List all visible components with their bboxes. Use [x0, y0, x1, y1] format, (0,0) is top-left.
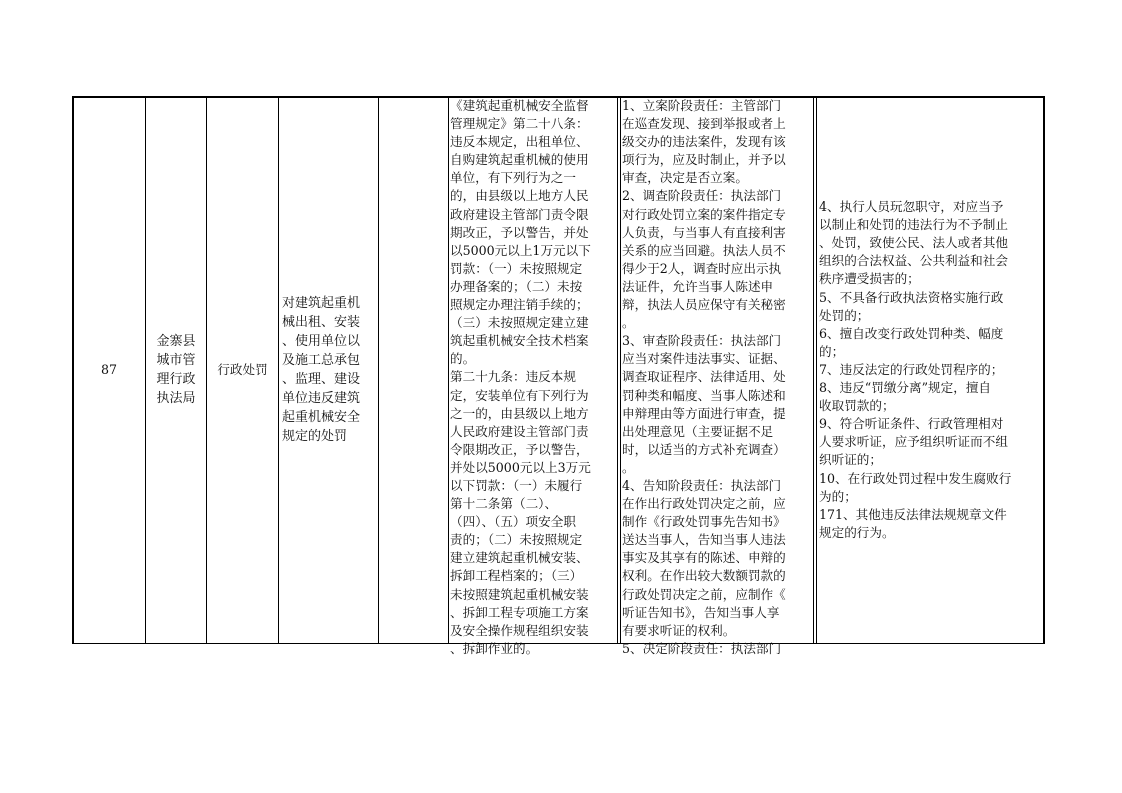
sub-item-cell — [379, 97, 448, 643]
power-category: 行政处罚 — [217, 362, 268, 377]
power-list-table — [72, 96, 1045, 656]
power-item-name: 对建筑起重机 械出租、安装 、使用单位以 及施工总承包 、监理、建设 单位违反建筑 起重机械安全 规定的处罚 — [282, 296, 361, 444]
table-border-right — [1043, 96, 1045, 644]
item-name-cell — [279, 97, 378, 643]
row-number: 87 — [100, 362, 118, 377]
column-divider — [813, 96, 814, 644]
responsibility-cell — [621, 97, 813, 656]
department-cell — [146, 97, 206, 643]
category-cell — [207, 97, 278, 643]
legal-basis-cell — [449, 97, 617, 656]
row-number-cell — [73, 97, 145, 643]
accountability-cell — [817, 97, 1043, 643]
legal-basis-text: 《建筑起重机械安全监督 管理规定》第二十八条： 违反本规定，出租单位、 自购建筑起重机械的使用 单位，有下列行为之一 的，由县级以上地方人民 政府建设主管部门责令限 期改正，予以警告，并处 以5000元以上1万元以下 罚款：（一）未按照规定 办理备案的；（二）未按 照规定办理注销手续的； （三）未按照规定建立建 筑起重机械安全技术档案 的。 第二十九条：违反本规 定，安装单位有下列行为 之一的，由县级以上地方 人民政府建设主管部门责 令限期改正，予以警告， 并处以5000元以上3万元 以下罚款：（一）未履行 第十二条第（二）、 （四）、（五）项安全职 责的；（二）未按照规定 建立建筑起重机械安装、 拆卸工程档案的；（三） 未按照建筑起重机械安装 、拆卸工程专项施工方案 及安全操作规程组织安装 、拆卸作业的。 — [450, 98, 591, 656]
column-divider — [617, 96, 618, 644]
accountability-text: 4、执行人员玩忽职守，对应当予 以制止和处罚的违法行为不予制止 、处罚，致使公民、法人或者其他 组织的合法权益、公共利益和社会 秩序遭受损害的； 5、不具备行政执法资格实施行政 处罚的； 6、擅自改变行政处罚种类、幅度 的； 7、违反法定的行政处罚程序的； 8、违反“罚缴分离”规定，擅自 收取罚款的； 9、符合听证条件、行政管理相对 人要求听证，应予组织听证而不组 织听证的； 10、在行政处罚过程中发生腐败行 为的； 171、其他违反法律法规规章文件 规定的行为。 — [819, 199, 1012, 540]
department-name: 金寨县 城市管 理行政 执法局 — [156, 334, 196, 406]
responsibility-text: 1、立案阶段责任：主管部门 在巡查发现、接到举报或者上 级交办的违法案件，发现有该 项行为，应及时制止，并予以 审查，决定是否立案。 2、调查阶段责任：执法部门 对行政处罚立案的案件指定专 人负责，与当事人有直接利害 关系的应当回避。执法人员不 得少于2人，调查时应出示执 法证件，允许当事人陈述申 辩，执法人员应保守有关秘密 。 3、审查阶段责任：执法部门 应当对案件违法事实、证据、 调查取证程序、法律适用、处 罚种类和幅度、当事人陈述和 申辩理由等方面进行审查，提 出处理意见（主要证据不足 时，以适当的方式补充调查） 。 4、告知阶段责任：执法部门 在作出行政处罚决定之前，应 制作《行政处罚事先告知书》 送达当事人，告知当事人违法 事实及其享有的陈述、申辩的 权利。在作出较大数额罚款的 行政处罚决定之前，应制作《 听证告知书》，告知当事人享 有要求听证的权利。 5、决定阶段责任：执法部门 — [622, 98, 786, 656]
